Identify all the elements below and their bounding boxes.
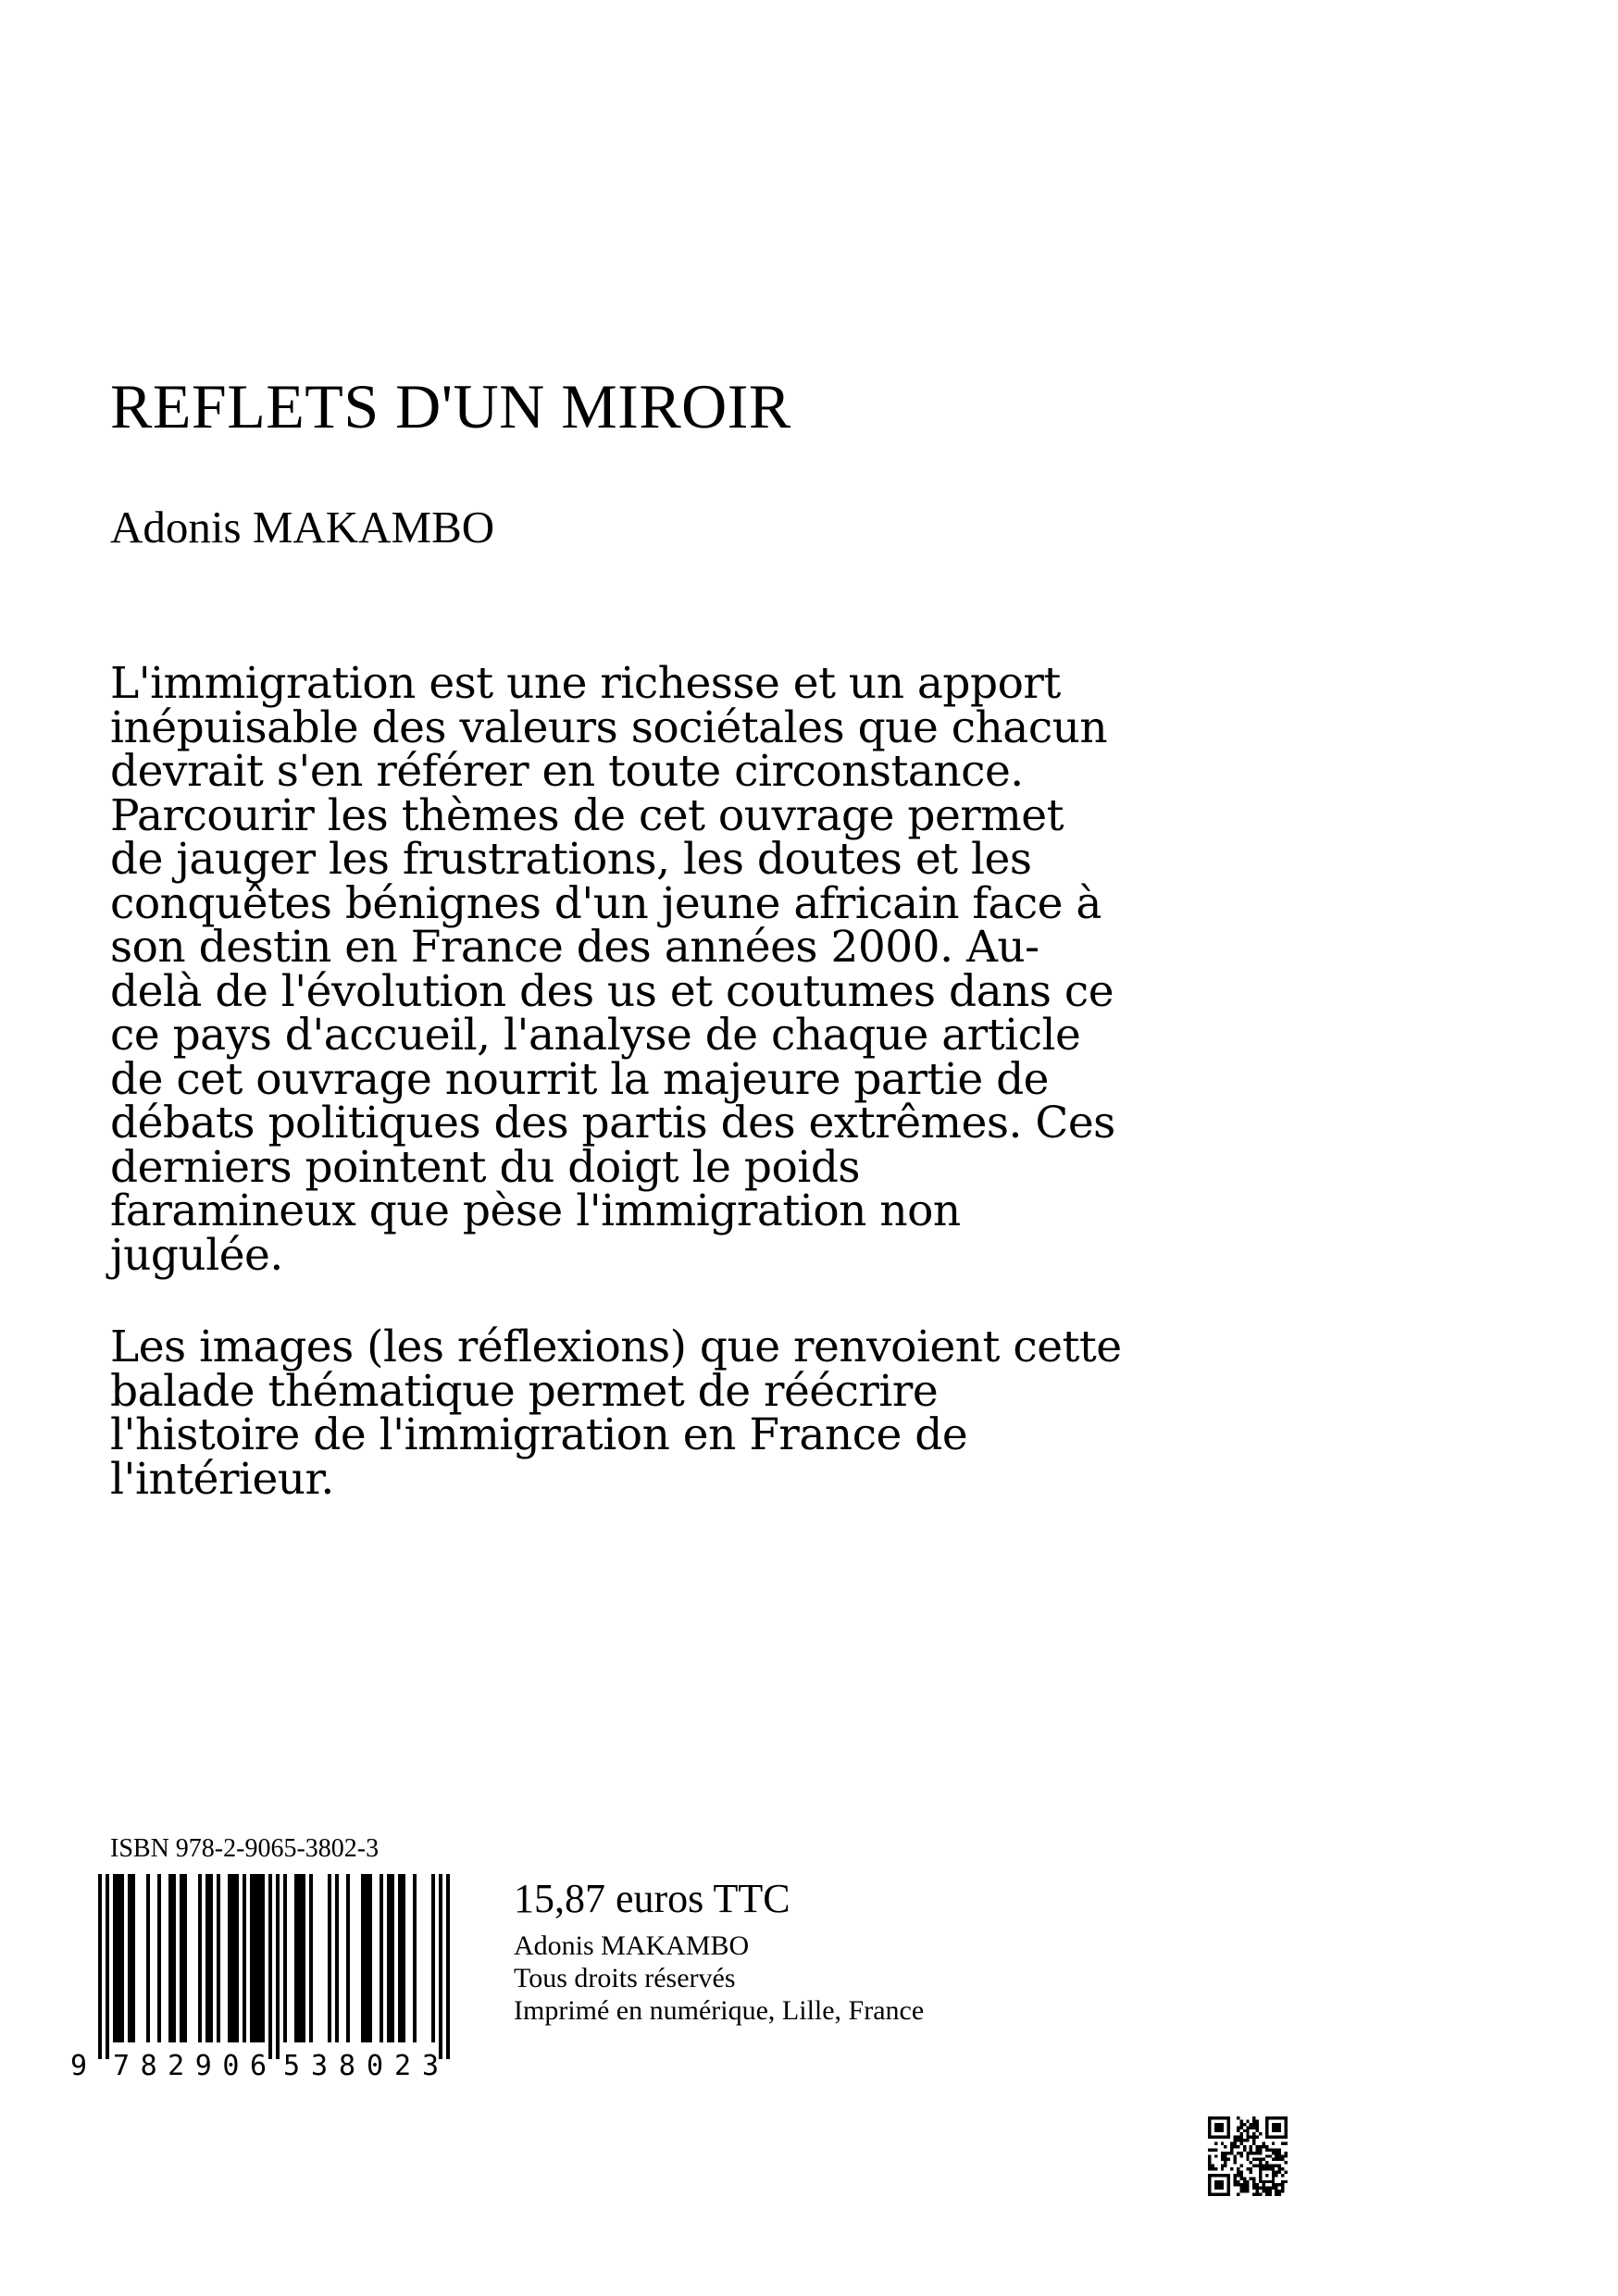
qr-module: [1252, 2177, 1255, 2179]
blurb-line: Les images (les réflexions) que renvoient cette: [110, 1322, 1122, 1372]
qr-module: [1211, 2167, 1214, 2170]
qr-module: [1239, 2139, 1242, 2141]
barcode-bar: [365, 1874, 368, 2042]
qr-module: [1256, 2123, 1259, 2126]
blurb-line: inépuisable des valeurs sociétales que chacun: [110, 701, 1108, 753]
qr-module: [1224, 2145, 1226, 2148]
qr-module: [1265, 2193, 1268, 2196]
qr-module: [1246, 2136, 1249, 2139]
qr-module: [1250, 2145, 1252, 2148]
qr-module: [1239, 2165, 1242, 2167]
qr-module: [1272, 2187, 1275, 2190]
qr-module: [1246, 2167, 1249, 2170]
blurb-line: Parcourir les thèmes de cet ouvrage permet: [110, 789, 1064, 841]
book-title: REFLETS D'UN MIROIR: [110, 371, 791, 441]
qr-module: [1214, 2142, 1217, 2145]
qr-module: [1256, 2158, 1259, 2161]
qr-module: [1256, 2190, 1259, 2192]
barcode-bar: [283, 1874, 287, 2042]
qr-module: [1252, 2132, 1255, 2135]
qr-module: [1265, 2165, 1268, 2167]
qr-module: [1262, 2187, 1264, 2190]
qr-module: [1278, 2183, 1281, 2186]
qr-module: [1252, 2187, 1255, 2190]
qr-module: [1214, 2180, 1224, 2190]
barcode-bar: [268, 1874, 272, 2059]
qr-module: [1256, 2193, 1259, 2196]
qr-module: [1250, 2161, 1252, 2164]
qr-module: [1265, 2145, 1268, 2148]
blurb-line: devrait s'en référer en toute circonstance.: [110, 746, 1024, 797]
qr-module: [1208, 2165, 1211, 2167]
barcode-bar: [254, 1874, 257, 2042]
barcode-bar: [106, 1874, 109, 2059]
qr-module: [1252, 2126, 1255, 2128]
qr-module: [1259, 2193, 1262, 2196]
qr-module: [1224, 2161, 1226, 2164]
info-author: Adonis MAKAMBO: [514, 1930, 750, 1961]
qr-module: [1237, 2183, 1239, 2186]
qr-module: [1227, 2158, 1230, 2161]
qr-module: [1262, 2158, 1264, 2161]
qr-module: [1243, 2190, 1246, 2192]
barcode-bar: [120, 1874, 124, 2042]
qr-module: [1252, 2142, 1255, 2145]
qr-module: [1214, 2154, 1217, 2157]
qr-module: [1208, 2158, 1211, 2161]
qr-module: [1221, 2165, 1224, 2167]
qr-module: [1252, 2158, 1255, 2161]
qr-module: [1262, 2183, 1264, 2186]
qr-module: [1224, 2165, 1226, 2167]
barcode-bar: [361, 1874, 365, 2042]
qr-module: [1234, 2174, 1237, 2177]
qr-module: [1285, 2180, 1288, 2183]
qr-module: [1246, 2180, 1249, 2183]
barcode-digits-right: 538023: [283, 2050, 439, 2078]
qr-module: [1265, 2190, 1268, 2192]
barcode-bar: [157, 1874, 161, 2042]
blurb-line: jugulée.: [110, 1229, 283, 1281]
qr-module: [1221, 2154, 1224, 2157]
qr-module: [1246, 2187, 1249, 2190]
qr-module: [1250, 2177, 1252, 2179]
qr-module: [1237, 2170, 1239, 2173]
barcode-bar: [398, 1874, 402, 2042]
barcode-bar: [168, 1874, 172, 2042]
qr-module: [1278, 2148, 1281, 2151]
qr-module: [1250, 2167, 1252, 2170]
isbn-label: ISBN 978-2-9065-3802-3: [110, 1834, 380, 1863]
publication-info: [514, 1930, 924, 2027]
qr-module: [1246, 2126, 1249, 2128]
qr-module: [1250, 2152, 1252, 2154]
qr-module: [1246, 2190, 1249, 2192]
qr-module: [1237, 2145, 1239, 2148]
qr-module: [1281, 2167, 1284, 2170]
price-label: 15,87 euros TTC: [514, 1876, 790, 1921]
qr-module: [1265, 2148, 1268, 2151]
qr-module: [1272, 2183, 1275, 2186]
qr-module: [1234, 2161, 1237, 2164]
qr-module: [1265, 2161, 1268, 2164]
qr-module: [1275, 2165, 1277, 2167]
qr-module: [1272, 2123, 1281, 2132]
qr-module: [1208, 2167, 1211, 2170]
qr-module: [1256, 2136, 1259, 2139]
qr-module: [1272, 2148, 1275, 2151]
qr-module: [1256, 2145, 1259, 2148]
qr-module: [1237, 2152, 1239, 2154]
qr-module: [1243, 2123, 1246, 2126]
qr-module: [1214, 2148, 1217, 2151]
barcode-bar: [146, 1874, 150, 2042]
barcode-bar: [446, 1874, 450, 2059]
qr-module: [1239, 2119, 1242, 2122]
qr-module: [1256, 2119, 1259, 2122]
qr-module: [1252, 2183, 1255, 2186]
qr-module: [1243, 2187, 1246, 2190]
blurb-line: l'intérieur.: [110, 1453, 334, 1505]
qr-module: [1272, 2152, 1275, 2154]
qr-module: [1221, 2152, 1224, 2154]
qr-module: [1237, 2129, 1239, 2132]
blurb-line: son destin en France des années 2000. Au-: [110, 922, 1039, 973]
qr-module: [1243, 2129, 1246, 2132]
qr-module: [1239, 2187, 1242, 2190]
qr-module: [1224, 2158, 1226, 2161]
qr-module: [1237, 2136, 1239, 2139]
blurb-line: l'histoire de l'immigration en France de: [110, 1409, 968, 1460]
qr-module: [1234, 2145, 1237, 2148]
qr-module: [1268, 2193, 1271, 2196]
qr-module: [1208, 2154, 1211, 2157]
qr-module: [1250, 2123, 1252, 2126]
qr-module: [1234, 2180, 1237, 2183]
qr-module: [1237, 2180, 1239, 2183]
barcode-bar: [228, 1874, 231, 2042]
qr-module: [1265, 2174, 1268, 2177]
qr-module: [1259, 2148, 1262, 2151]
barcode-bar: [209, 1874, 213, 2042]
barcode-bar: [276, 1874, 280, 2059]
qr-module: [1243, 2177, 1246, 2179]
qr-module: [1285, 2161, 1288, 2164]
blurb-line: balade thématique permet de réécrire: [110, 1365, 939, 1417]
qr-module: [1262, 2142, 1264, 2145]
barcode-bar: [172, 1874, 176, 2042]
qr-module: [1237, 2116, 1239, 2119]
barcode-bar: [439, 1874, 442, 2059]
qr-module: [1224, 2152, 1226, 2154]
qr-module: [1234, 2142, 1237, 2145]
qr-module: [1246, 2119, 1249, 2122]
barcode-bar: [117, 1874, 120, 2042]
qr-module: [1281, 2174, 1284, 2177]
qr-module: [1275, 2193, 1277, 2196]
qr-module: [1272, 2142, 1275, 2145]
qr-module: [1281, 2142, 1284, 2145]
isbn-barcode: [65, 1874, 455, 2078]
barcode-bar: [235, 1874, 239, 2042]
qr-module: [1281, 2183, 1284, 2186]
qr-module: [1237, 2167, 1239, 2170]
qr-module: [1243, 2139, 1246, 2141]
barcode-digit-first: 9: [70, 2050, 88, 2078]
qr-module: [1243, 2183, 1246, 2186]
qr-module: [1239, 2136, 1242, 2139]
qr-module: [1278, 2165, 1281, 2167]
qr-module: [1256, 2126, 1259, 2128]
barcode-bar: [368, 1874, 372, 2042]
qr-module: [1234, 2177, 1237, 2179]
qr-module: [1252, 2165, 1255, 2167]
qr-module: [1214, 2123, 1224, 2132]
qr-module: [1237, 2126, 1239, 2128]
barcode-bar: [98, 1874, 102, 2059]
qr-module: [1224, 2154, 1226, 2157]
blurb-line: L'immigration est une richesse et un apport: [110, 658, 1061, 709]
qr-module: [1230, 2145, 1233, 2148]
blurb-line: faramineux que pèse l'immigration non: [110, 1185, 961, 1236]
qr-module: [1214, 2167, 1217, 2170]
qr-module: [1250, 2136, 1252, 2139]
barcode-bar: [183, 1874, 187, 2042]
qr-module: [1262, 2165, 1264, 2167]
qr-module: [1234, 2139, 1237, 2141]
qr-module: [1285, 2170, 1288, 2173]
qr-module: [1281, 2154, 1284, 2157]
qr-module: [1275, 2170, 1277, 2173]
qr-module: [1221, 2167, 1224, 2170]
qr-module: [1262, 2145, 1264, 2148]
qr-module: [1275, 2174, 1277, 2177]
barcode-bar: [302, 1874, 305, 2042]
qr-module: [1252, 2119, 1255, 2122]
qr-module: [1252, 2139, 1255, 2141]
qr-module: [1230, 2152, 1233, 2154]
qr-module: [1259, 2158, 1262, 2161]
qr-module: [1234, 2158, 1237, 2161]
barcode-bar: [217, 1874, 220, 2042]
blurb-line: de jauger les frustrations, les doutes et les: [110, 834, 1032, 885]
qr-module: [1256, 2129, 1259, 2132]
barcode-bar: [294, 1874, 298, 2042]
barcode-bar: [328, 1874, 331, 2042]
barcode-bar: [391, 1874, 394, 2042]
qr-module: [1250, 2148, 1252, 2151]
blurb-line: ce pays d'accueil, l'analyse de chaque article: [110, 1010, 1081, 1061]
barcode-bar: [131, 1874, 135, 2042]
qr-module: [1252, 2136, 1255, 2139]
qr-module: [1239, 2190, 1242, 2192]
qr-module: [1211, 2165, 1214, 2167]
qr-module: [1211, 2148, 1214, 2151]
qr-module: [1243, 2180, 1246, 2183]
qr-code-icon: [1208, 2116, 1288, 2196]
qr-module: [1278, 2152, 1281, 2154]
barcode-bar: [431, 1874, 435, 2042]
qr-module: [1278, 2170, 1281, 2173]
qr-module: [1278, 2193, 1281, 2196]
qr-module: [1259, 2187, 1262, 2190]
qr-module: [1265, 2187, 1268, 2190]
qr-module: [1268, 2190, 1271, 2192]
qr-module: [1243, 2145, 1246, 2148]
barcode-bar: [243, 1874, 246, 2042]
info-printed: Imprimé en numérique, Lille, France: [514, 1995, 925, 2026]
barcode-bar: [380, 1874, 383, 2042]
qr-module: [1259, 2165, 1262, 2167]
qr-module: [1239, 2177, 1242, 2179]
qr-module: [1250, 2170, 1252, 2173]
qr-module: [1275, 2152, 1277, 2154]
back-cover-blurb: [110, 658, 1267, 1505]
qr-module: [1281, 2180, 1284, 2183]
qr-module: [1268, 2165, 1271, 2167]
qr-module: [1272, 2165, 1275, 2167]
qr-module: [1234, 2136, 1237, 2139]
qr-module: [1221, 2142, 1224, 2145]
qr-module: [1246, 2154, 1249, 2157]
barcode-bar: [261, 1874, 265, 2042]
qr-module: [1285, 2142, 1288, 2145]
qr-module: [1237, 2139, 1239, 2141]
qr-module: [1259, 2132, 1262, 2135]
barcode-bar: [250, 1874, 254, 2042]
blurb-line: derniers pointent du doigt le poids: [110, 1141, 861, 1193]
blurb-paragraph-2: [110, 1322, 1267, 1505]
qr-module: [1281, 2158, 1284, 2161]
qr-module: [1227, 2152, 1230, 2154]
qr-module: [1246, 2183, 1249, 2186]
barcode-bar: [128, 1874, 131, 2042]
blurb-line: conquêtes bénignes d'un jeune africain face à: [110, 877, 1101, 929]
qr-module: [1278, 2190, 1281, 2192]
qr-module: [1234, 2183, 1237, 2186]
qr-module: [1208, 2161, 1211, 2164]
barcode-digits-left: 782906: [113, 2050, 267, 2078]
qr-module: [1278, 2154, 1281, 2157]
qr-module: [1239, 2142, 1242, 2145]
qr-module: [1246, 2158, 1249, 2161]
qr-module: [1275, 2148, 1277, 2151]
qr-module: [1281, 2190, 1284, 2192]
barcode-bar: [205, 1874, 209, 2042]
qr-module: [1246, 2129, 1249, 2132]
qr-module: [1239, 2123, 1242, 2126]
qr-module: [1234, 2154, 1237, 2157]
barcode-bar: [387, 1874, 391, 2042]
qr-module: [1239, 2132, 1242, 2135]
qr-module: [1265, 2154, 1268, 2157]
qr-module: [1272, 2158, 1275, 2161]
qr-module: [1285, 2152, 1288, 2154]
barcode-bar: [180, 1874, 183, 2042]
qr-module: [1275, 2183, 1277, 2186]
qr-module: [1256, 2183, 1259, 2186]
qr-module: [1239, 2174, 1242, 2177]
qr-module: [1239, 2183, 1242, 2186]
qr-module: [1246, 2139, 1249, 2141]
qr-module: [1221, 2158, 1224, 2161]
qr-module: [1275, 2187, 1277, 2190]
qr-module: [1268, 2154, 1271, 2157]
qr-module: [1237, 2174, 1239, 2177]
barcode-bars: [98, 1874, 450, 2059]
qr-module: [1275, 2158, 1277, 2161]
barcode-bar: [198, 1874, 202, 2042]
barcode-bar: [257, 1874, 261, 2042]
qr-module: [1256, 2148, 1259, 2151]
barcode-bar: [231, 1874, 235, 2042]
qr-module: [1256, 2165, 1259, 2167]
barcode-bar: [309, 1874, 313, 2042]
qr-module: [1239, 2170, 1242, 2173]
qr-module: [1281, 2187, 1284, 2190]
qr-module: [1256, 2152, 1259, 2154]
barcode-bar: [346, 1874, 350, 2042]
qr-module: [1246, 2132, 1249, 2135]
qr-module: [1275, 2154, 1277, 2157]
book-author: Adonis MAKAMBO: [110, 502, 495, 552]
qr-module: [1230, 2167, 1233, 2170]
qr-module: [1256, 2187, 1259, 2190]
qr-module: [1285, 2154, 1288, 2157]
qr-module: [1268, 2187, 1271, 2190]
barcode-bar: [298, 1874, 302, 2042]
qr-module: [1239, 2154, 1242, 2157]
qr-module: [1259, 2161, 1262, 2164]
qr-module: [1252, 2152, 1255, 2154]
qr-module: [1239, 2126, 1242, 2128]
qr-module: [1230, 2148, 1233, 2151]
qr-module: [1243, 2148, 1246, 2151]
barcode-bar: [413, 1874, 417, 2042]
qr-module: [1237, 2193, 1239, 2196]
qr-module: [1252, 2180, 1255, 2183]
blurb-line: de cet ouvrage nourrit la majeure partie de: [110, 1053, 1049, 1105]
qr-module: [1268, 2148, 1271, 2151]
qr-module: [1275, 2190, 1277, 2192]
qr-module: [1250, 2126, 1252, 2128]
qr-module: [1262, 2190, 1264, 2192]
qr-module: [1239, 2152, 1242, 2154]
info-rights: Tous droits réservés: [514, 1963, 736, 1993]
qr-module: [1252, 2193, 1255, 2196]
blurb-line: débats politiques des partis des extrêmes. Ces: [110, 1098, 1115, 1148]
qr-module: [1252, 2116, 1255, 2119]
barcode-bar: [402, 1874, 405, 2042]
qr-module: [1246, 2152, 1249, 2154]
blurb-paragraph-1: [110, 658, 1267, 1281]
qr-module: [1278, 2167, 1281, 2170]
barcode-bar: [335, 1874, 339, 2042]
qr-module: [1208, 2148, 1211, 2151]
barcode-bar: [113, 1874, 117, 2042]
qr-module: [1252, 2123, 1255, 2126]
blurb-line: delà de l'évolution des us et coutumes dans ce: [110, 965, 1114, 1017]
qr-module: [1259, 2152, 1262, 2154]
qr-module: [1230, 2142, 1233, 2145]
qr-module: [1278, 2158, 1281, 2161]
qr-module: [1259, 2145, 1262, 2148]
